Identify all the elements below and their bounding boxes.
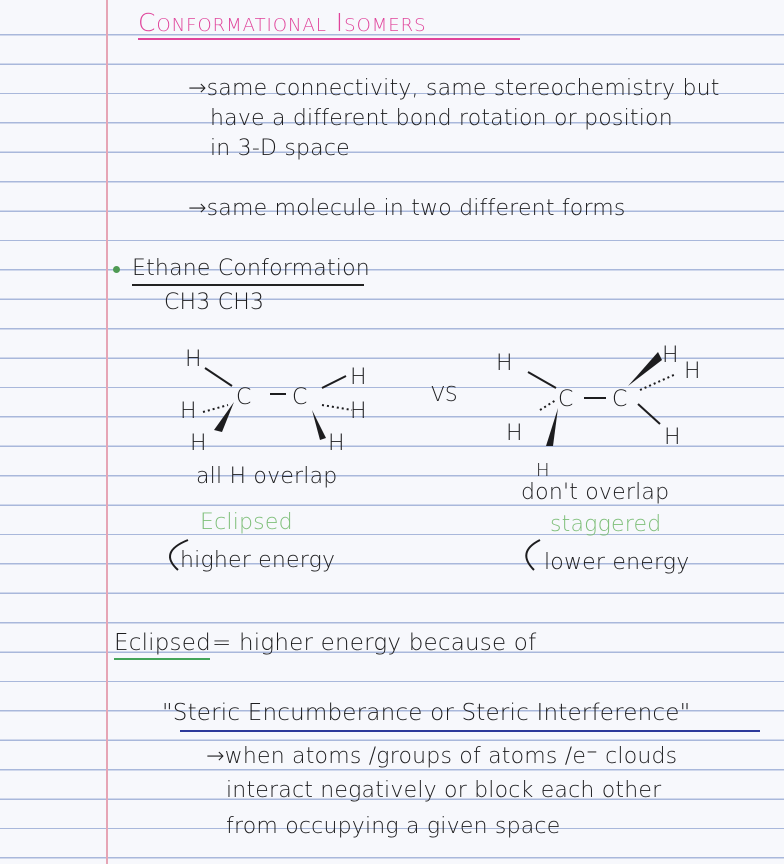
- atom-label: C: [236, 385, 252, 410]
- definition-line-4: →same molecule in two different forms: [188, 196, 626, 221]
- page-title: Conformational Isomers: [138, 8, 427, 37]
- atom-label: C: [292, 385, 308, 410]
- vs-label: VS: [431, 382, 458, 406]
- conclusion-term: Eclipsed: [114, 630, 211, 656]
- staggered-energy: lower energy: [544, 550, 690, 575]
- steric-quote: "Steric Encumberance or Steric Interference": [162, 700, 691, 726]
- section-heading: Ethane Conformation: [132, 256, 370, 281]
- eclipsed-note: all H overlap: [196, 464, 338, 489]
- steric-quote-underline: [180, 730, 760, 732]
- curved-arrow-icon: [526, 540, 540, 570]
- conclusion-term-underline: [114, 658, 210, 660]
- explanation-line-3: from occupying a given space: [226, 814, 561, 839]
- atom-label: H: [662, 343, 679, 368]
- atom-label: H: [664, 425, 681, 450]
- explanation-line-2: interact negatively or block each other: [226, 778, 662, 803]
- atom-label: H: [190, 431, 207, 456]
- definition-line-1: →same connectivity, same stereochemistry but: [188, 76, 720, 101]
- explanation-line-1: →when atoms /groups of atoms /e⁻ clouds: [206, 744, 678, 769]
- atom-label: H: [506, 421, 523, 446]
- eclipsed-label: Eclipsed: [200, 510, 293, 535]
- staggered-label: staggered: [550, 512, 662, 537]
- conclusion-text: = higher energy because of: [212, 630, 537, 656]
- atom-label: H: [350, 365, 367, 390]
- atom-label: C: [612, 387, 628, 412]
- atom-label: C: [558, 387, 574, 412]
- atom-label: H: [684, 359, 701, 384]
- staggered-note: don't overlap: [521, 480, 670, 505]
- definition-line-3: in 3-D space: [210, 136, 350, 161]
- atom-label: H: [496, 351, 513, 376]
- atom-label: H: [536, 460, 550, 481]
- atom-label: H: [328, 431, 345, 456]
- eclipsed-energy: higher energy: [180, 548, 336, 573]
- definition-line-2: have a different bond rotation or position: [210, 106, 673, 131]
- atom-label: H: [180, 399, 197, 424]
- atom-label: H: [350, 399, 367, 424]
- atom-label: H: [185, 347, 202, 372]
- formula: CH3 CH3: [164, 290, 265, 315]
